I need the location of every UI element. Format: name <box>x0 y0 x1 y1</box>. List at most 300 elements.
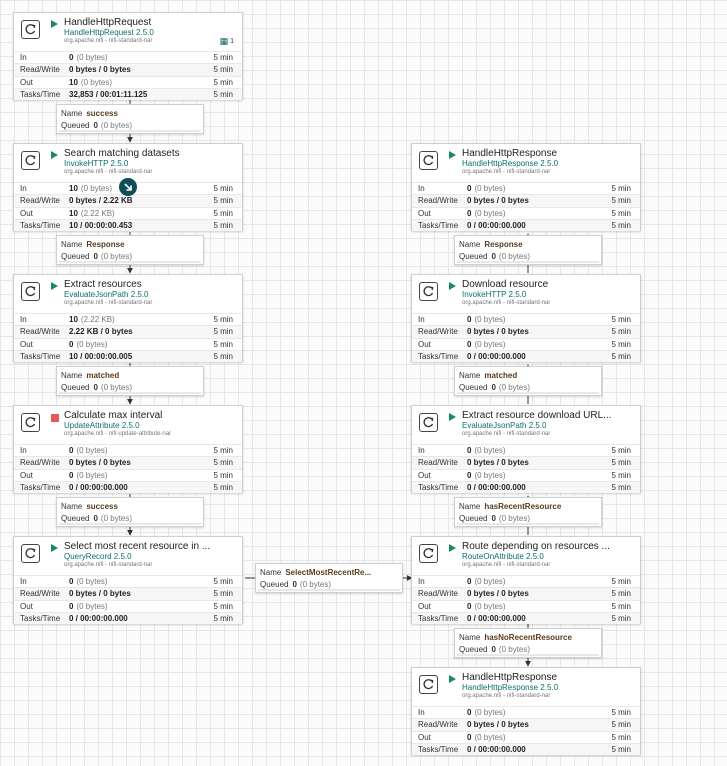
stat-window: 5 min <box>213 351 233 361</box>
processor-icon <box>419 151 438 170</box>
connection-label-selectmostrecentre[interactable] <box>255 563 403 593</box>
stat-row-out <box>14 338 242 350</box>
stat-window: 5 min <box>213 208 233 218</box>
stat-row-in <box>412 575 640 587</box>
stat-row-tasks <box>14 481 242 493</box>
processor-name: Download resource <box>462 279 549 290</box>
processor-header <box>14 275 242 313</box>
stat-window: 5 min <box>611 744 631 754</box>
stat-main: 10 / 00:00:00.453 <box>69 220 133 230</box>
connection-name-row <box>61 108 118 119</box>
processor-bundle: org.apache.nifi - nifi-standard-nar <box>64 169 153 175</box>
processor-bundle: org.apache.nifi - nifi-standard-nar <box>64 562 153 568</box>
stat-row-tasks <box>412 612 640 624</box>
processor-icon <box>419 282 438 301</box>
stat-window: 5 min <box>213 589 233 599</box>
stat-label: In <box>20 446 27 455</box>
processor-name: Route depending on resources ... <box>462 541 610 552</box>
stat-row-out <box>412 207 640 219</box>
stat-label: Tasks/Time <box>418 613 459 623</box>
stat-sub: (0 bytes) <box>76 339 108 349</box>
play-icon <box>449 282 456 290</box>
stat-main: 0 / 00:00:00.000 <box>69 613 128 623</box>
processor-name: Select most recent resource in ... <box>64 541 211 552</box>
stat-sub: (0 bytes) <box>474 446 506 455</box>
queued-count: 0 <box>491 514 496 523</box>
processor-bundle: org.apache.nifi - nifi-standard-nar <box>462 300 551 306</box>
stat-sub: (2.22 KB) <box>80 208 115 218</box>
stat-label: Out <box>20 208 33 218</box>
stat-window: 5 min <box>213 327 233 337</box>
stat-main: 0 <box>69 53 74 62</box>
stat-sub: (0 bytes) <box>474 732 506 742</box>
stat-row-in <box>412 706 640 718</box>
stat-window: 5 min <box>611 315 631 324</box>
connection-label-response[interactable] <box>454 235 602 265</box>
processor-bundle: org.apache.nifi - nifi-standard-nar <box>64 300 153 306</box>
stat-row-out <box>14 469 242 481</box>
queued-label: Queued <box>459 383 488 392</box>
stat-value <box>467 744 526 756</box>
queued-label: Queued <box>61 252 90 261</box>
stat-label: Read/Write <box>418 720 458 730</box>
stat-label: In <box>418 315 425 324</box>
processor-name: HandleHttpResponse <box>462 148 558 159</box>
stat-label: Read/Write <box>418 589 458 599</box>
name-label: Name <box>61 240 83 249</box>
stat-main: 0 <box>467 315 472 324</box>
connection-label-matched[interactable] <box>454 366 602 396</box>
connection-label-success[interactable] <box>56 104 204 134</box>
stat-window: 5 min <box>611 720 631 730</box>
queued-size: (0 bytes) <box>498 645 531 654</box>
stat-sub: (0 bytes) <box>76 601 108 611</box>
stat-label: Tasks/Time <box>418 351 459 361</box>
stat-label: Read/Write <box>20 327 60 337</box>
processor-name: Search matching datasets <box>64 148 180 159</box>
stat-main: 0 <box>467 601 472 611</box>
stat-sub: (0 bytes) <box>76 53 108 62</box>
stat-window: 5 min <box>213 613 233 623</box>
queued-count: 0 <box>491 645 496 654</box>
processor-header <box>14 537 242 575</box>
stat-sub: (0 bytes) <box>76 446 108 455</box>
queued-count: 0 <box>93 121 98 130</box>
queue-fill-bar <box>457 523 599 525</box>
stat-window: 5 min <box>611 184 631 193</box>
name-label: Name <box>459 240 481 249</box>
processor-type: EvaluateJsonPath 2.5.0 <box>64 290 149 299</box>
stat-sub: (0 bytes) <box>474 708 506 717</box>
active-threads-badge <box>220 36 234 47</box>
stat-label: Read/Write <box>20 458 60 468</box>
stat-label: Out <box>418 470 431 480</box>
processor-header <box>412 537 640 575</box>
stat-row-tasks <box>412 219 640 231</box>
queued-label: Queued <box>61 383 90 392</box>
name-label: Name <box>459 502 481 511</box>
grid-icon: ▦ <box>219 36 229 46</box>
name-label: Name <box>61 109 83 118</box>
queued-count: 0 <box>93 514 98 523</box>
stat-main: 0 <box>69 339 74 349</box>
stat-main: 0 bytes / 0 bytes <box>467 589 529 599</box>
stat-main: 0 / 00:00:00.000 <box>467 744 526 754</box>
stat-main: 0 bytes / 0 bytes <box>69 65 131 75</box>
processor-extract-resource-download-url[interactable] <box>411 405 641 493</box>
stat-label: Tasks/Time <box>20 89 61 99</box>
stat-label: Tasks/Time <box>20 351 61 361</box>
stat-value <box>467 482 526 494</box>
processor-download-resource[interactable] <box>411 274 641 362</box>
stat-label: In <box>20 315 27 324</box>
stat-row-rw <box>412 587 640 599</box>
processor-name: HandleHttpRequest <box>64 17 152 28</box>
name-label: Name <box>260 568 282 577</box>
stat-window: 5 min <box>611 220 631 230</box>
stat-label: In <box>20 184 27 193</box>
stat-value <box>69 613 128 625</box>
relationship-name: Response <box>484 240 523 249</box>
stat-main: 10 <box>69 77 78 87</box>
stat-label: Out <box>418 208 431 218</box>
stat-main: 0 <box>467 446 472 455</box>
queue-fill-bar <box>258 589 400 591</box>
stat-main: 0 bytes / 2.22 KB <box>69 196 133 206</box>
processor-name: Extract resources <box>64 279 142 290</box>
stat-window: 5 min <box>213 470 233 480</box>
connection-label-response[interactable] <box>56 235 204 265</box>
stat-main: 0 / 00:00:00.000 <box>467 613 526 623</box>
processor-header <box>412 275 640 313</box>
stat-window: 5 min <box>611 708 631 717</box>
queued-label: Queued <box>61 121 90 130</box>
stat-main: 0 bytes / 0 bytes <box>467 720 529 730</box>
stat-window: 5 min <box>611 732 631 742</box>
stat-label: Out <box>20 77 33 87</box>
stat-window: 5 min <box>213 53 233 62</box>
stat-label: Read/Write <box>418 196 458 206</box>
relationship-name: SelectMostRecentRe... <box>285 568 372 577</box>
queued-size: (0 bytes) <box>100 514 133 523</box>
stat-sub: (0 bytes) <box>474 184 506 193</box>
stat-label: Read/Write <box>20 196 60 206</box>
queued-size: (0 bytes) <box>299 580 332 589</box>
stat-main: 10 / 00:00:00.005 <box>69 351 133 361</box>
stat-label: Out <box>20 339 33 349</box>
processor-icon <box>419 413 438 432</box>
stat-value <box>467 220 526 232</box>
stat-row-rw <box>412 194 640 206</box>
queue-fill-bar <box>59 523 201 525</box>
queued-size: (0 bytes) <box>100 121 133 130</box>
stat-row-rw <box>14 63 242 75</box>
stat-main: 0 <box>467 708 472 717</box>
stat-window: 5 min <box>213 339 233 349</box>
stat-row-out <box>412 469 640 481</box>
stat-main: 0 <box>69 470 74 480</box>
stat-window: 5 min <box>213 315 233 324</box>
name-label: Name <box>459 371 481 380</box>
processor-header <box>14 144 242 182</box>
stat-row-rw <box>412 718 640 730</box>
stat-label: In <box>418 708 425 717</box>
connection-name-row <box>459 239 523 250</box>
relationship-name: success <box>86 109 118 118</box>
connection-name-row <box>61 239 125 250</box>
connection-name-row <box>61 370 119 381</box>
stat-window: 5 min <box>213 65 233 75</box>
stat-window: 5 min <box>611 196 631 206</box>
stat-value <box>69 89 147 101</box>
processor-type: HandleHttpRequest 2.5.0 <box>64 28 154 37</box>
queued-label: Queued <box>260 580 289 589</box>
name-label: Name <box>61 502 83 511</box>
stat-label: Tasks/Time <box>20 220 61 230</box>
queued-label: Queued <box>459 252 488 261</box>
stat-sub: (0 bytes) <box>474 601 506 611</box>
stat-row-in <box>412 182 640 194</box>
processor-icon <box>21 151 40 170</box>
stat-row-out <box>14 76 242 88</box>
stat-main: 0 <box>467 339 472 349</box>
stat-window: 5 min <box>611 613 631 623</box>
relationship-name: matched <box>86 371 120 380</box>
stat-value <box>467 351 526 363</box>
processor-header <box>14 13 242 51</box>
stat-main: 0 / 00:00:00.000 <box>467 351 526 361</box>
stat-main: 0 <box>467 184 472 193</box>
stat-main: 10 <box>69 184 78 193</box>
stat-window: 5 min <box>611 208 631 218</box>
processor-bundle: org.apache.nifi - nifi-standard-nar <box>462 693 551 699</box>
processor-icon <box>21 544 40 563</box>
stat-main: 0 / 00:00:00.000 <box>467 482 526 492</box>
processor-type: HandleHttpResponse 2.5.0 <box>462 159 559 168</box>
stat-window: 5 min <box>611 482 631 492</box>
stat-label: Out <box>418 339 431 349</box>
connection-name-row <box>459 632 572 643</box>
stat-window: 5 min <box>213 446 233 455</box>
stat-label: Tasks/Time <box>418 482 459 492</box>
stat-window: 5 min <box>611 470 631 480</box>
stat-window: 5 min <box>611 601 631 611</box>
stat-row-rw <box>14 456 242 468</box>
stat-row-in <box>412 444 640 456</box>
stat-row-out <box>14 207 242 219</box>
stat-label: In <box>418 184 425 193</box>
stat-main: 0 bytes / 0 bytes <box>467 196 529 206</box>
queue-fill-bar <box>457 392 599 394</box>
stat-main: 0 <box>467 577 472 586</box>
play-icon <box>51 544 58 552</box>
queue-fill-bar <box>59 261 201 263</box>
stat-window: 5 min <box>213 577 233 586</box>
processor-select-most-recent-resource-in[interactable] <box>13 536 243 624</box>
stat-main: 0 bytes / 0 bytes <box>69 458 131 468</box>
stat-label: Tasks/Time <box>20 613 61 623</box>
play-icon <box>51 282 58 290</box>
processor-handlehttpresponse[interactable] <box>411 143 641 231</box>
stat-window: 5 min <box>213 77 233 87</box>
processor-bundle: org.apache.nifi - nifi-update-attribute-nar <box>64 431 172 437</box>
stat-main: 10 <box>69 208 78 218</box>
stat-main: 0 <box>69 446 74 455</box>
queued-size: (0 bytes) <box>100 383 133 392</box>
play-icon <box>51 20 58 28</box>
processor-icon <box>419 675 438 694</box>
queued-size: (0 bytes) <box>498 514 531 523</box>
connection-name-row <box>459 370 517 381</box>
stat-sub: (0 bytes) <box>80 184 113 193</box>
stat-label: Out <box>20 470 33 480</box>
queue-fill-bar <box>457 654 599 656</box>
connection-name-row <box>459 501 561 512</box>
processor-handlehttpresponse[interactable] <box>411 667 641 755</box>
processor-extract-resources[interactable] <box>13 274 243 362</box>
stat-value <box>69 482 128 494</box>
stat-window: 5 min <box>213 220 233 230</box>
stat-window: 5 min <box>611 339 631 349</box>
processor-type: QueryRecord 2.5.0 <box>64 552 132 561</box>
stat-window: 5 min <box>213 482 233 492</box>
stat-window: 5 min <box>213 458 233 468</box>
processor-calculate-max-interval[interactable] <box>13 405 243 493</box>
queue-fill-bar <box>457 261 599 263</box>
processor-bundle: org.apache.nifi - nifi-standard-nar <box>462 562 551 568</box>
stat-row-tasks <box>412 743 640 755</box>
stat-window: 5 min <box>611 589 631 599</box>
queued-count: 0 <box>93 252 98 261</box>
processor-name: Extract resource download URL... <box>462 410 612 421</box>
stat-window: 5 min <box>611 446 631 455</box>
relationship-name: success <box>86 502 118 511</box>
processor-type: HandleHttpResponse 2.5.0 <box>462 683 559 692</box>
processor-icon <box>21 413 40 432</box>
processor-handlehttprequest[interactable] <box>13 12 243 100</box>
stat-sub: (0 bytes) <box>80 77 113 87</box>
queued-count: 0 <box>491 252 496 261</box>
processor-type: InvokeHTTP 2.5.0 <box>64 159 129 168</box>
stat-sub: (0 bytes) <box>474 339 506 349</box>
stat-main: 0 / 00:00:00.000 <box>69 482 128 492</box>
stat-main: 0 bytes / 0 bytes <box>467 327 529 337</box>
bulletin-icon[interactable] <box>119 178 137 196</box>
play-icon <box>51 151 58 159</box>
stat-window: 5 min <box>611 351 631 361</box>
queued-label: Queued <box>459 645 488 654</box>
processor-route-depending-on-resources[interactable] <box>411 536 641 624</box>
processor-icon <box>21 20 40 39</box>
play-icon <box>449 151 456 159</box>
stat-value <box>69 220 132 232</box>
stat-label: Read/Write <box>20 589 60 599</box>
stat-row-rw <box>412 456 640 468</box>
stat-row-out <box>412 731 640 743</box>
processor-type: UpdateAttribute 2.5.0 <box>64 421 140 430</box>
stat-row-tasks <box>412 481 640 493</box>
stat-label: Read/Write <box>20 65 60 75</box>
stat-main: 0 bytes / 0 bytes <box>69 589 131 599</box>
stat-sub: (2.22 KB) <box>80 315 115 324</box>
stat-label: Tasks/Time <box>20 482 61 492</box>
stat-sub: (0 bytes) <box>76 470 108 480</box>
stat-label: Read/Write <box>418 327 458 337</box>
stat-sub: (0 bytes) <box>474 315 506 324</box>
stat-window: 5 min <box>611 577 631 586</box>
stat-row-rw <box>14 587 242 599</box>
play-icon <box>449 544 456 552</box>
stat-main: 32,853 / 00:01:11.125 <box>69 89 148 99</box>
stat-main: 0 <box>69 601 74 611</box>
processor-name: Calculate max interval <box>64 410 163 421</box>
queued-size: (0 bytes) <box>498 252 531 261</box>
stat-row-rw <box>14 194 242 206</box>
stat-window: 5 min <box>611 327 631 337</box>
stat-label: Tasks/Time <box>418 744 459 754</box>
stat-label: In <box>418 577 425 586</box>
stat-value <box>467 613 526 625</box>
stat-sub: (0 bytes) <box>76 577 108 586</box>
connection-label-hasnorecentresource[interactable] <box>454 628 602 658</box>
connection-label-success[interactable] <box>56 497 204 527</box>
stat-row-tasks <box>14 350 242 362</box>
stat-main: 2.22 KB / 0 bytes <box>69 327 133 337</box>
stat-row-out <box>412 338 640 350</box>
stat-row-in <box>14 444 242 456</box>
connection-label-matched[interactable] <box>56 366 204 396</box>
stat-window: 5 min <box>213 89 233 99</box>
play-icon <box>449 675 456 683</box>
queued-count: 0 <box>491 383 496 392</box>
stat-main: 10 <box>69 315 78 324</box>
play-icon <box>449 413 456 421</box>
connection-name-row <box>61 501 118 512</box>
stat-row-in <box>14 51 242 63</box>
stat-label: Tasks/Time <box>418 220 459 230</box>
stat-row-in <box>14 575 242 587</box>
name-label: Name <box>61 371 83 380</box>
processor-type: RouteOnAttribute 2.5.0 <box>462 552 544 561</box>
processor-icon <box>419 544 438 563</box>
stat-main: 0 / 00:00:00.000 <box>467 220 526 230</box>
stat-row-rw <box>14 325 242 337</box>
processor-bundle: org.apache.nifi - nifi-standard-nar <box>462 431 551 437</box>
stat-row-out <box>412 600 640 612</box>
stat-label: Out <box>20 601 33 611</box>
stat-row-tasks <box>14 88 242 100</box>
connection-name-row <box>260 567 371 578</box>
connection-label-hasrecentresource[interactable] <box>454 497 602 527</box>
stat-value <box>69 351 132 363</box>
badge-count: 1 <box>230 38 234 45</box>
stat-row-in <box>14 313 242 325</box>
processor-header <box>412 144 640 182</box>
stat-sub: (0 bytes) <box>474 208 506 218</box>
queued-label: Queued <box>459 514 488 523</box>
relationship-name: matched <box>484 371 518 380</box>
processor-type: EvaluateJsonPath 2.5.0 <box>462 421 547 430</box>
stat-label: In <box>418 446 425 455</box>
stat-main: 0 <box>467 470 472 480</box>
stat-row-tasks <box>14 219 242 231</box>
queued-size: (0 bytes) <box>100 252 133 261</box>
stat-window: 5 min <box>213 184 233 193</box>
stat-label: Out <box>418 732 431 742</box>
stat-main: 0 <box>467 208 472 218</box>
processor-icon <box>21 282 40 301</box>
stat-window: 5 min <box>213 601 233 611</box>
